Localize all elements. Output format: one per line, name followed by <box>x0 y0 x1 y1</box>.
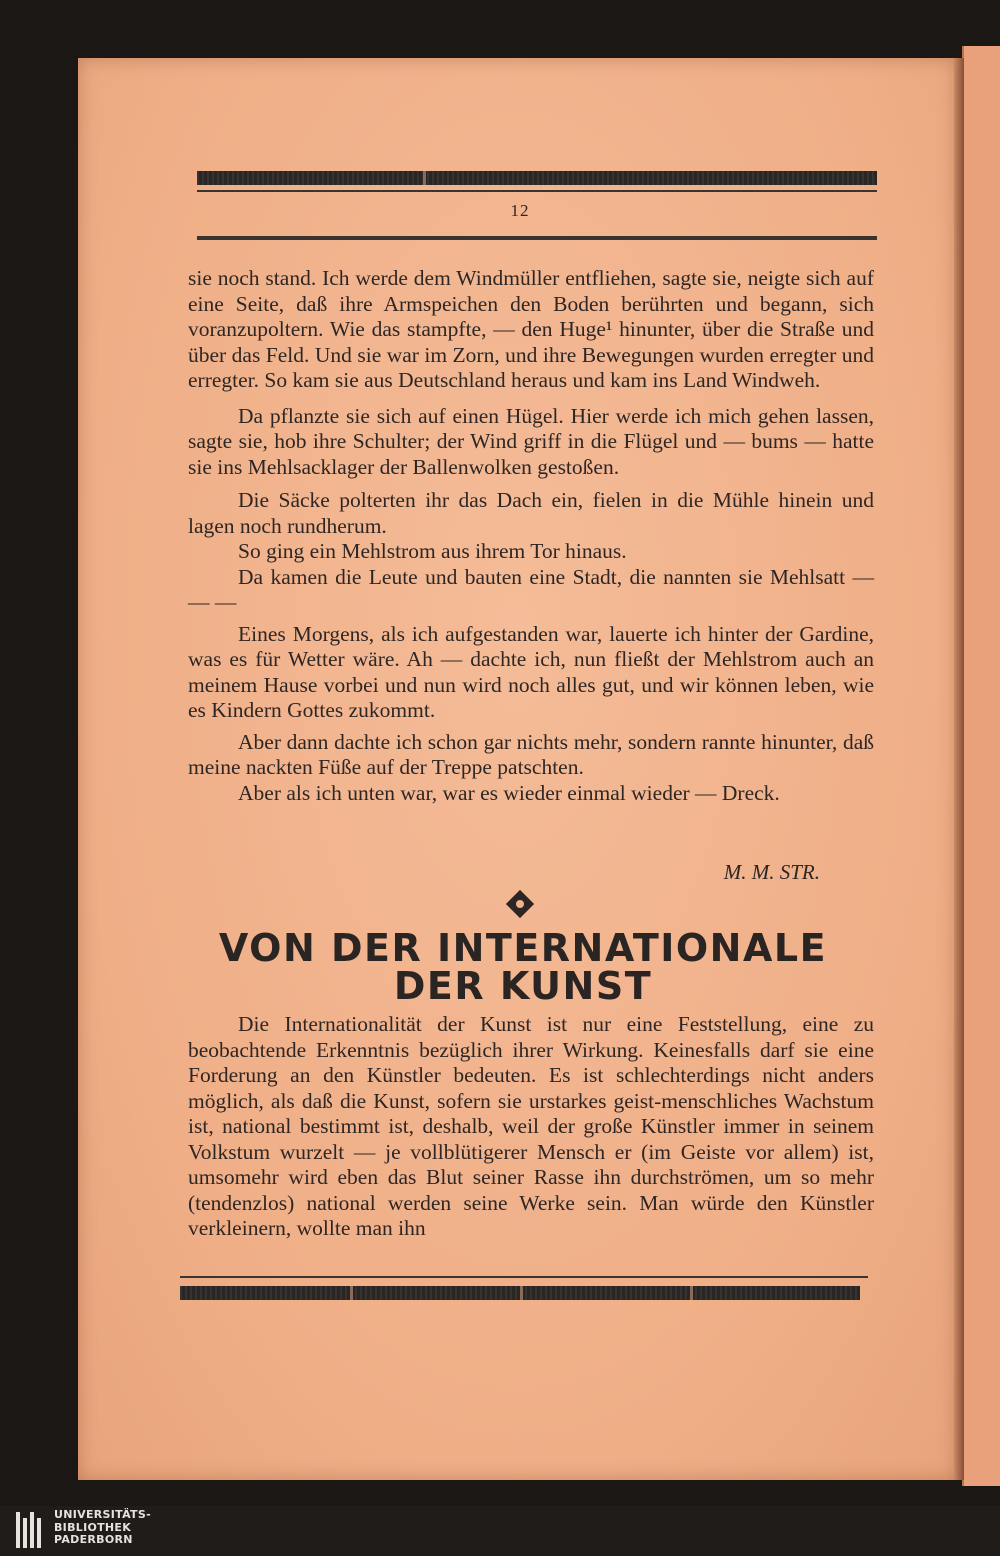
paragraph: Da pflanzte sie sich auf einen Hügel. Hier werde ich mich gehen lassen, sagte sie, hob ihre Schulter; der Wind griff in die Flügel und — bums — hatte sie ins Mehlsacklager der Ballenwolken gestoßen. <box>188 403 874 479</box>
rule-segment-divider <box>423 171 426 185</box>
paragraph: So ging ein Mehlstrom aus ihrem Tor hinaus. <box>238 539 627 563</box>
paragraph: Aber dann dachte ich schon gar nichts mehr, sondern rannte hinunter, daß meine nackten Füße auf der Treppe patschten. <box>188 729 874 779</box>
paragraph: Aber als ich unten war, war es wieder einmal wieder — Dreck. <box>238 780 780 805</box>
library-name-line: BIBLIOTHEK <box>54 1520 132 1534</box>
top-thin-rule <box>197 190 877 192</box>
adjacent-page-edge <box>962 46 1000 1486</box>
paragraph: Eines Morgens, als ich aufgestanden war, lauerte ich hinter der Gardine, was es für Wetter wäre. Ah — dachte ich, nun fließt der Mehlstrom auch an meinem Hause vorbei und nun wird noch alles gut, und wir können leben, wie es Kindern Gottes zukommt. <box>188 621 874 722</box>
library-logo-icon <box>16 1512 46 1548</box>
rule-segment-divider <box>690 1286 693 1300</box>
paragraph: sie noch stand. Ich werde dem Windmüller entfliehen, sagte sie, neigte sich auf eine Seite, daß ihre Armspeichen den Boden berührten und begann, sich voranzupoltern. Wie das stampfte, — den Huge¹ hinunter, über die Straße und über das Feld. Und sie war im Zorn, und ihre Bewegungen wurden erregter und erregter. So kam sie aus Deutschland heraus und kam ins Land Windweh. <box>188 266 874 392</box>
paragraph: Die Säcke polterten ihr das Dach ein, fielen in die Mühle hinein und lagen noch rundherum. <box>188 488 874 538</box>
bottom-thin-rule <box>180 1276 868 1278</box>
author-signature: M. M. STR. <box>723 860 820 884</box>
essay-text <box>188 1012 874 1242</box>
bottom-ornamental-rule <box>180 1286 860 1300</box>
top-ornamental-rule <box>197 171 877 185</box>
header-underline-rule <box>197 236 877 240</box>
rule-segment-divider <box>350 1286 353 1300</box>
rule-segment-divider <box>520 1286 523 1300</box>
library-name-line: PADERBORN <box>54 1533 133 1546</box>
library-name-line: UNIVERSITÄTS- <box>54 1508 151 1521</box>
section-heading-line1: VON DER INTERNATIONALE <box>218 926 828 970</box>
page-number: 12 <box>510 201 530 220</box>
page-gutter-shadow <box>954 58 964 1480</box>
story-text <box>188 266 874 806</box>
paragraph: Die Internationalität der Kunst ist nur eine Feststellung, eine zu beobachtende Erkenntnis bezüglich ihrer Wirkung. Keinesfalls darf sie eine Forderung an den Künstler bedeuten. Es ist schlechterdings nicht anders möglich, als daß die Kunst, sofern sie urstarkes geist-menschliches Wachstum ist, national bestimmt ist, deshalb, weil der große Künstler immer in seinem Volkstum wurzelt — je vollblütigerer Mensch er (im Geiste vor allem) ist, umsomehr wird eben das Blut seiner Rasse ihn durchströmen, um so mehr (tendenzlos) national werden seine Werke sein. Man würde den Künstler verkleinern, wollte man ihn <box>188 1012 874 1240</box>
section-heading-line2: DER KUNST <box>393 964 653 1008</box>
library-name <box>54 1509 151 1547</box>
paragraph: Da kamen die Leute und bauten eine Stadt, die nannten sie Mehlsatt — — — <box>188 564 874 614</box>
ornament-center-dot <box>516 900 524 908</box>
